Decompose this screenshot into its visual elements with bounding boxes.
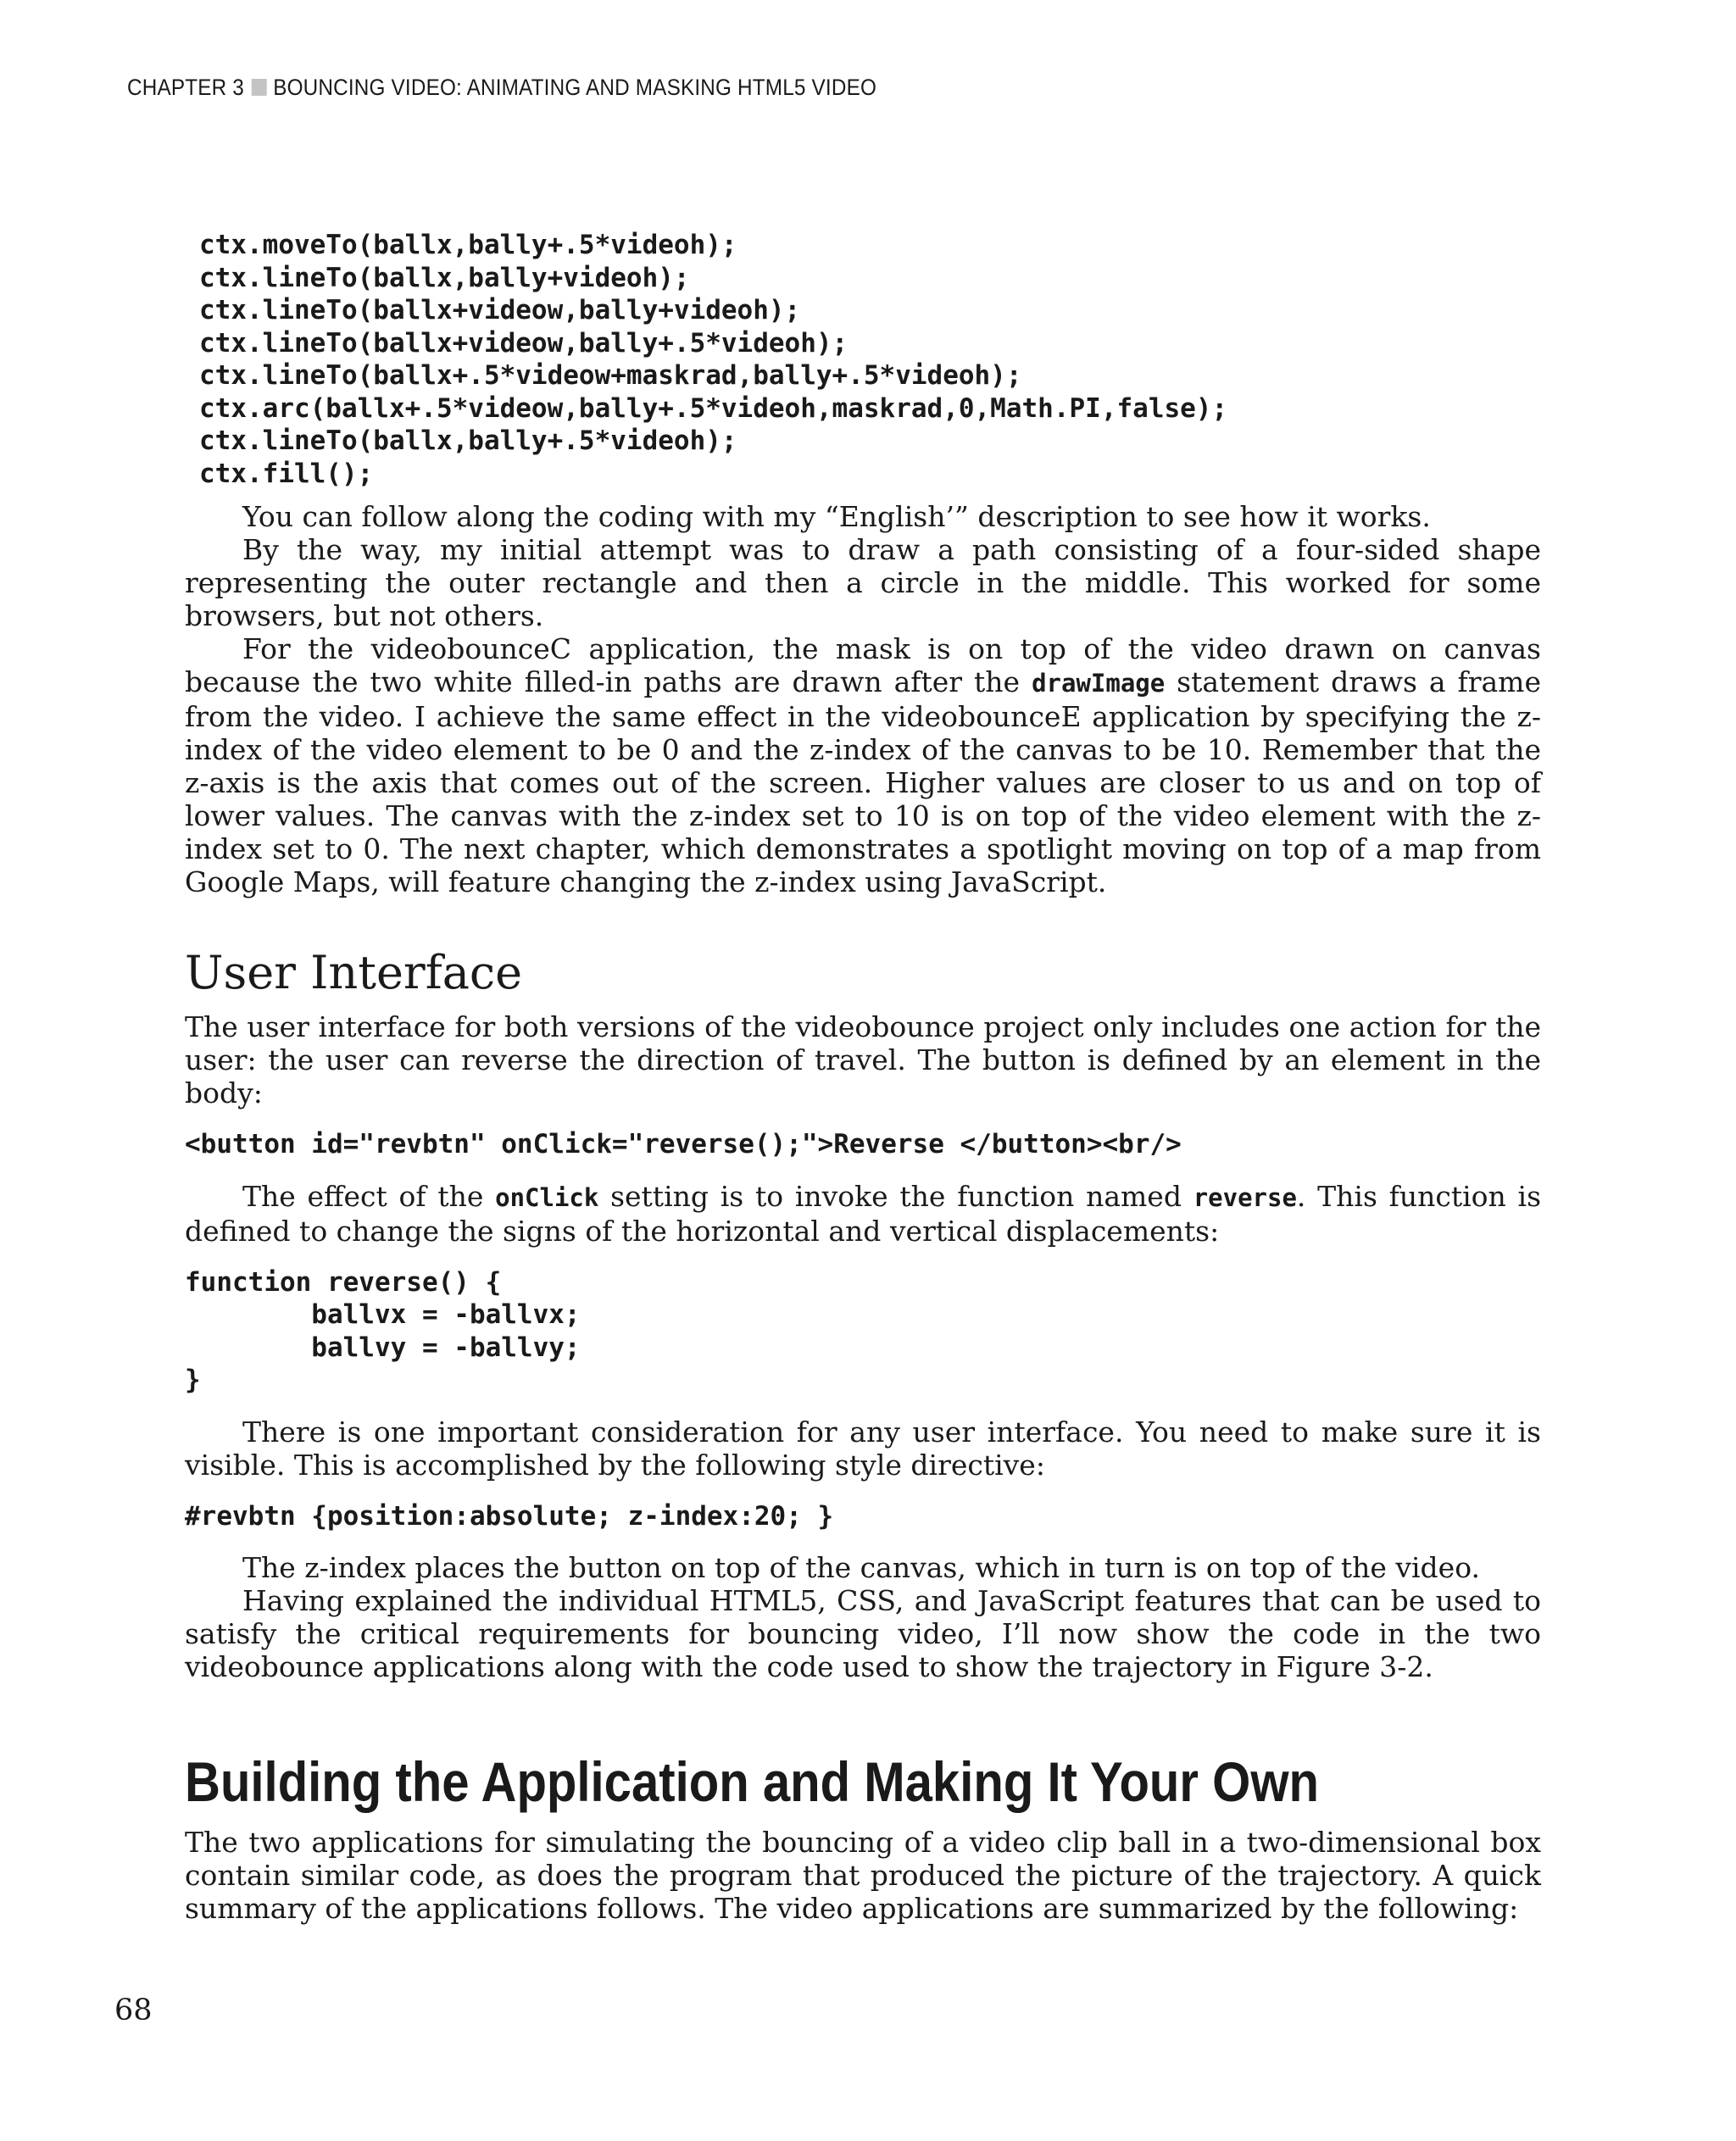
paragraph-initial-attempt: By the way, my initial attempt was to draw a path consisting of a four-sided shape representing the outer rectangle and then a circle in the middle. This worked for some browsers, but not others. <box>185 533 1541 632</box>
code-block-style-directive: #revbtn {position:absolute; z-index:20; } <box>185 1500 834 1532</box>
paragraph-user-interface-intro: The user interface for both versions of the videobounce project only includes one action for the user: the user can reverse the direction of travel. The button is defined by an element in the body: <box>185 1010 1541 1109</box>
chapter-title: BOUNCING VIDEO: ANIMATING AND MASKING HTML5 VIDEO <box>273 75 877 100</box>
inline-code-reverse: reverse <box>1193 1182 1297 1212</box>
paragraph-applications-summary: The two applications for simulating the bouncing of a video clip ball in a two-dimensional box contain similar code, as does the program that produced the picture of the trajectory. A quick summary of the applications follows. The video applications are summarized by the following: <box>185 1826 1541 1925</box>
paragraph-onclick-effect: The effect of the onClick setting is to invoke the function named reverse. This function is defined to change the signs of the horizontal and vertical displacements: <box>185 1179 1542 1248</box>
section-heading-user-interface: User Interface <box>185 946 523 999</box>
paragraph-having-explained: Having explained the individual HTML5, CSS, and JavaScript features that can be used to satisfy the critical requirements for bouncing video, I’ll now show the code in the two videobounce applications along with the code used to show the trajectory in Figure 3-2. <box>185 1584 1541 1683</box>
section-heading-building-application: Building the Application and Making It Your Own <box>185 1750 1319 1813</box>
paragraph-z-index-explanation: For the videobounceC application, the mask is on top of the video drawn on canvas because the two white filled-in paths are drawn after the drawImage statement draws a frame from the video. I achieve the same effect in the videobounceE application by specifying the z-index of the video element to be 0 and the z-index of the canvas to be 10. Remember that the z-axis is the axis that comes out of the screen. Higher values are closer to us and on top of lower values. The canvas with the z-index set to 10 is on top of the video element with the z-index set to 0. The next chapter, which demonstrates a spotlight moving on top of a map from Google Maps, will feature changing the z-index using JavaScript. <box>185 632 1542 898</box>
paragraph-z-index-button: The z-index places the button on top of the canvas, which in turn is on top of the video. <box>242 1551 1480 1584</box>
paragraph-follow-along: You can follow along the coding with my “English’” description to see how it works. <box>242 500 1431 533</box>
code-block-reverse-function: function reverse() { ballvx = -ballvx; ballvy = -ballvy; } <box>185 1266 581 1395</box>
inline-code-onclick: onClick <box>495 1182 599 1212</box>
code-block-button-element: <button id="revbtn" onClick="reverse();">Reverse </button><br/> <box>185 1129 1182 1159</box>
chapter-label: CHAPTER 3 <box>127 75 245 100</box>
running-header <box>127 75 876 101</box>
inline-code-drawimage: drawImage <box>1032 669 1166 698</box>
header-separator-square <box>252 79 267 96</box>
paragraph-visibility-consideration: There is one important consideration for any user interface. You need to make sure it is visible. This is accomplished by the following style directive: <box>185 1415 1541 1482</box>
page-content <box>185 229 1541 1925</box>
page-number: 68 <box>114 1994 153 2027</box>
code-block-mask-path: ctx.moveTo(ballx,bally+.5*videoh); ctx.lineTo(ballx,bally+videoh); ctx.lineTo(ballx+videow,bally+videoh); ctx.lineTo(ballx+videow,bally+.5*videoh); ctx.lineTo(ballx+.5*videow+maskrad,bally+.5*videoh); ctx.arc(ballx+.5*videow,bally+.5*videoh,maskrad,0,Math.PI,false); ctx.lineTo(ballx,bally+.5*videoh); ctx.fill(); <box>199 230 1228 489</box>
